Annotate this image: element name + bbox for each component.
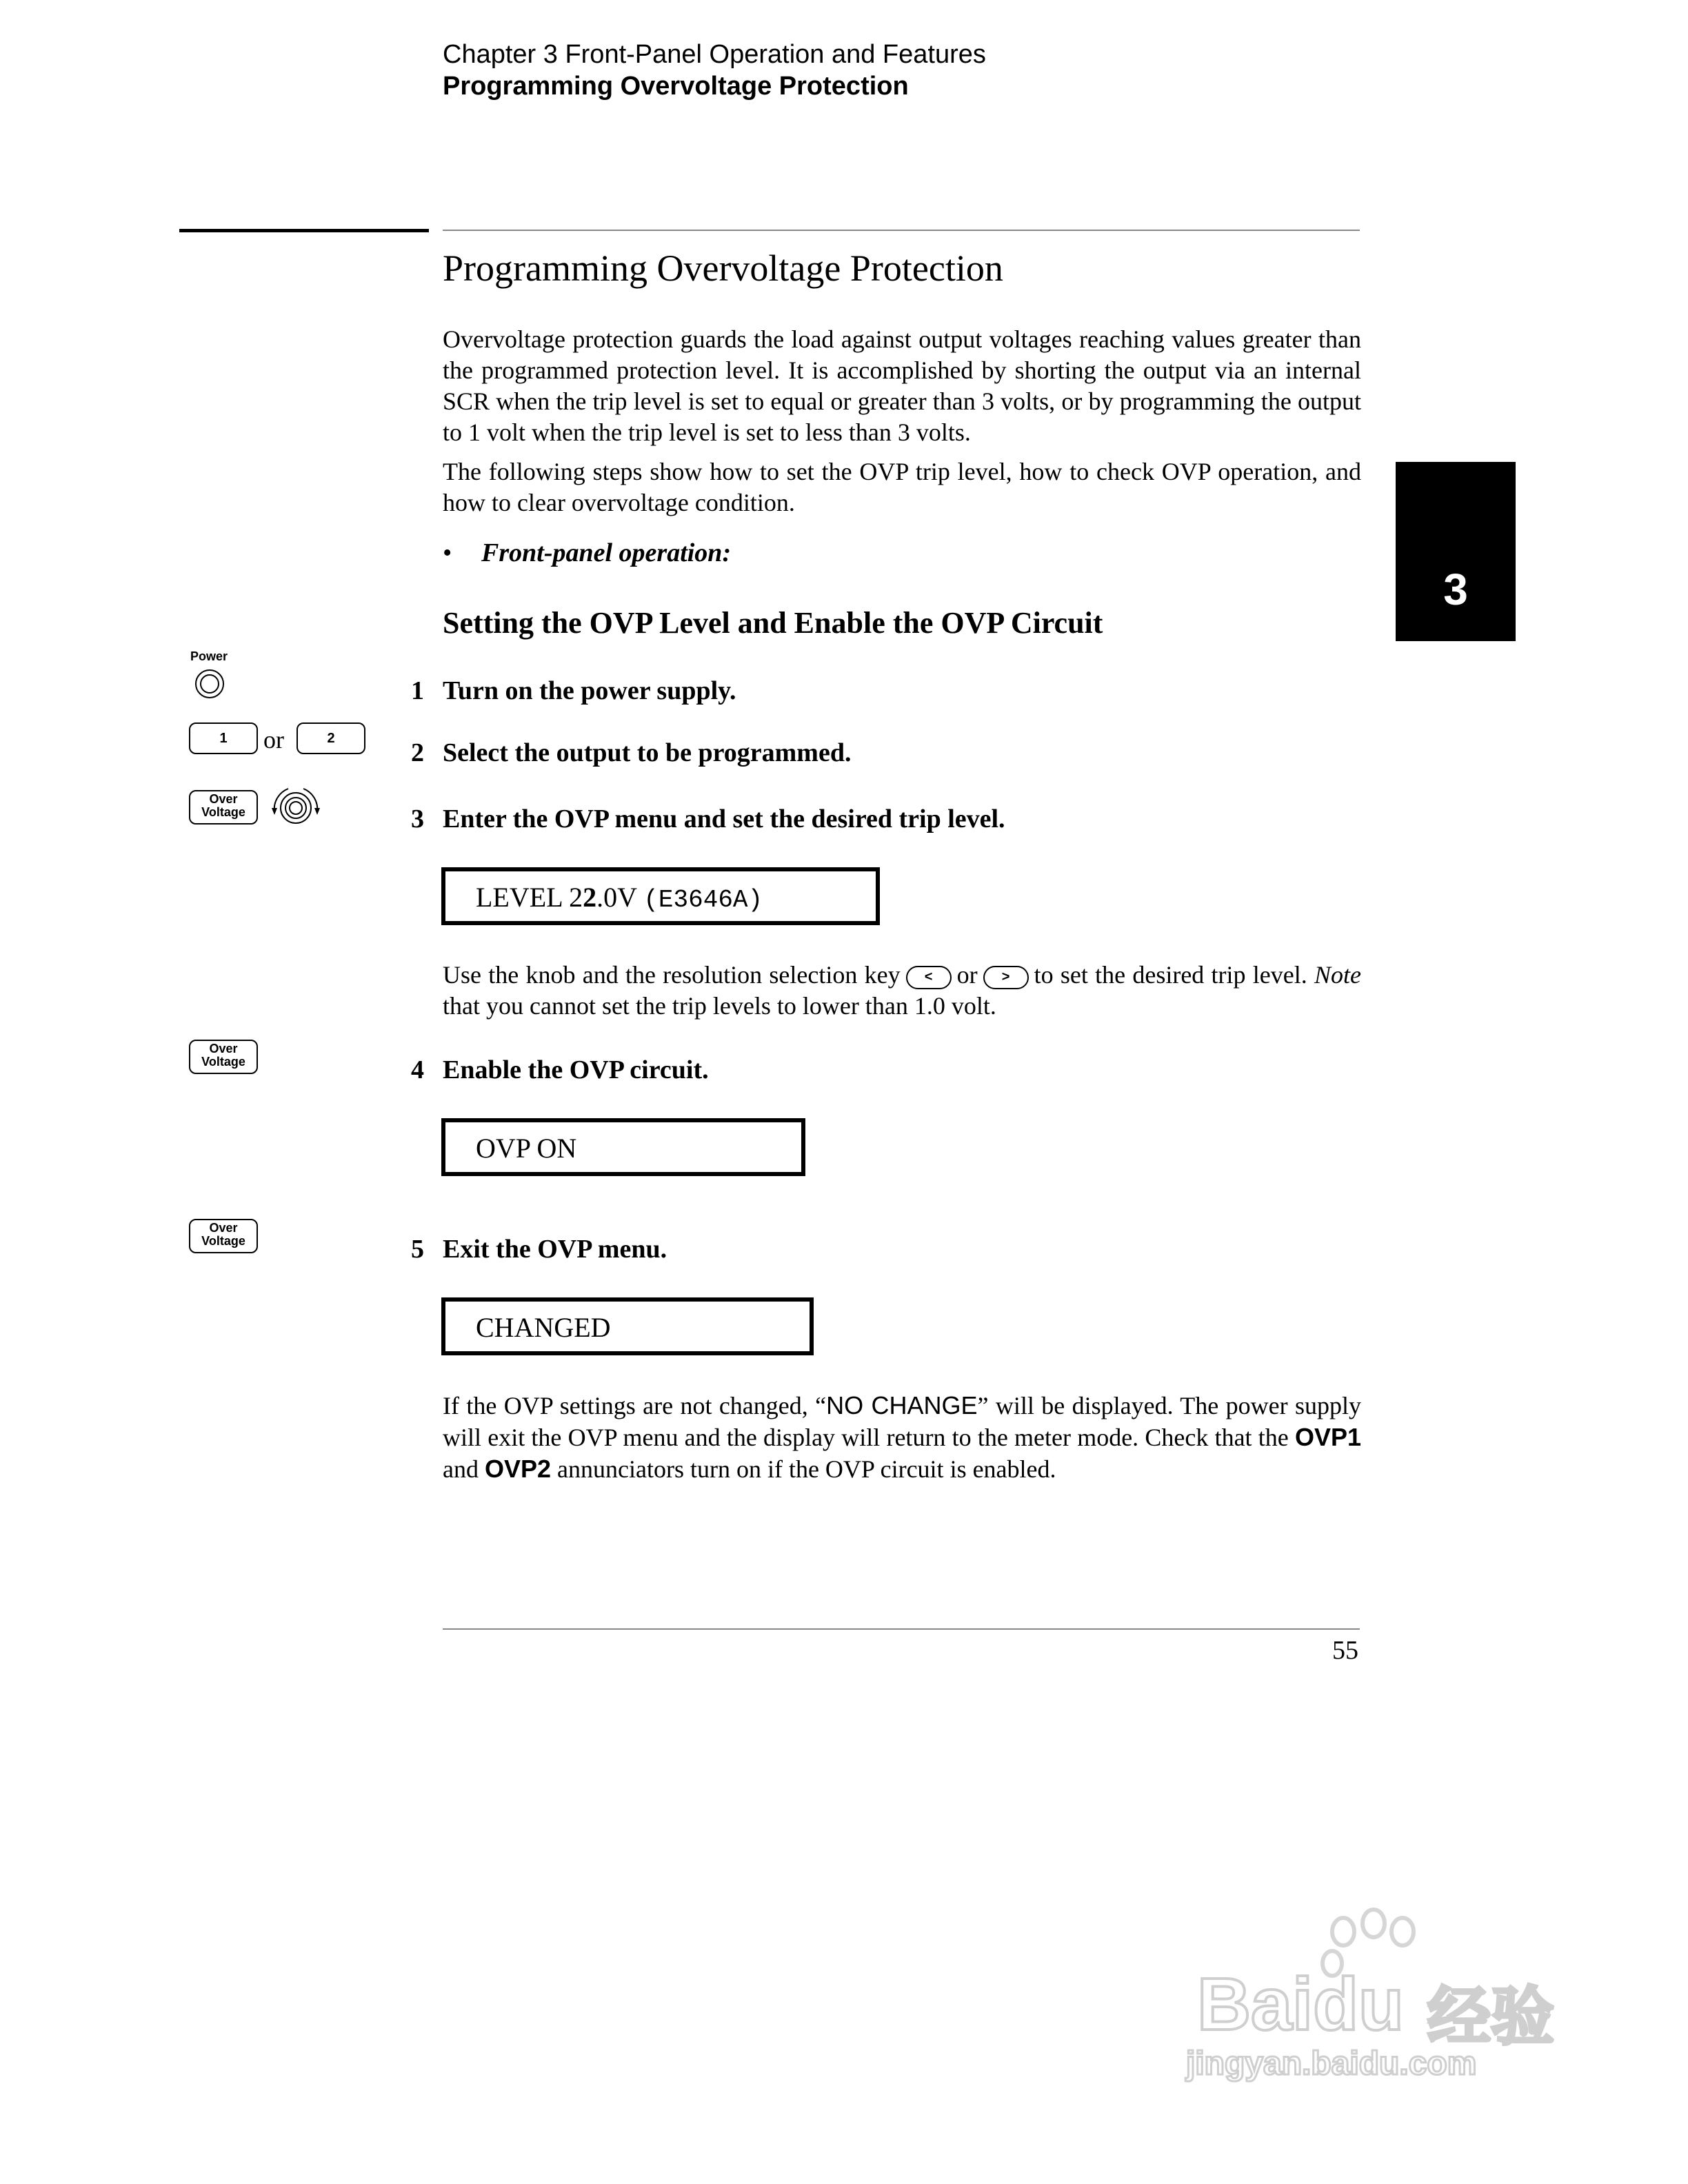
step-number: 1 [411, 676, 424, 705]
step-2 [411, 738, 851, 768]
page-number: 55 [1332, 1636, 1358, 1665]
step-number: 2 [411, 738, 424, 767]
voltage-label: Voltage [201, 805, 245, 819]
closing-part1: If the OVP settings are not changed, “ [443, 1392, 827, 1419]
step-text: Exit the OVP menu. [443, 1235, 667, 1264]
step-text: Select the output to be programmed. [443, 738, 852, 767]
step-text: Enable the OVP circuit. [443, 1055, 709, 1084]
lcd-level-suffix: .0V [596, 882, 637, 913]
step-3 [411, 804, 1005, 834]
output-2-key: 2 [297, 722, 365, 754]
lcd-display-ovp-on [441, 1118, 805, 1176]
lcd-level-model: (E3646A) [643, 886, 763, 914]
closing-paragraph [443, 1390, 1361, 1485]
lcd-level-bold-digit: 2 [583, 882, 597, 913]
lcd-display-level [441, 867, 880, 925]
no-change-text: NO CHANGE [826, 1391, 978, 1419]
section-title: Programming Overvoltage Protection [443, 247, 1003, 289]
intro-paragraph-1: Overvoltage protection guards the load against output voltages reaching values greater than the programmed protection level. It is accomplished by shorting the output via an internal SCR when the trip level is set to equal or greater than 3 volts, or by programming the output to 1 volt when the trip level is set to less than 3 volts. [443, 325, 1361, 446]
step-number: 3 [411, 805, 424, 833]
over-voltage-key [189, 1040, 258, 1074]
knob-icon [265, 785, 327, 830]
over-label: Over [209, 1042, 238, 1055]
power-label: Power [190, 649, 228, 663]
knob-note-emphasis: Note [1314, 961, 1362, 989]
lcd-changed-text: CHANGED [476, 1312, 611, 1343]
bullet-dot-icon: • [443, 538, 452, 567]
intro-paragraph-2: The following steps show how to set the OVP trip level, how to check OVP operation, and how to clear overvoltage condition. [443, 458, 1361, 516]
subheading: Setting the OVP Level and Enable the OVP Circuit [443, 606, 1103, 640]
chapter-tab-number: 3 [1443, 565, 1468, 614]
bullet-front-panel [443, 538, 731, 568]
step-text: Turn on the power supply. [443, 676, 736, 705]
over-voltage-key [189, 1219, 258, 1253]
knob-note-part2: to set the desired trip level. [1034, 961, 1307, 989]
step-4 [411, 1055, 709, 1085]
over-label: Over [209, 792, 238, 806]
section-rule-thin [443, 230, 1360, 231]
power-button-icon [193, 667, 226, 700]
lcd-level-text [476, 881, 763, 914]
knob-note-part1: Use the knob and the resolution selection key [443, 961, 901, 989]
over-label: Over [209, 1221, 238, 1235]
watermark-chinese: 经验 [1427, 1982, 1555, 2052]
watermark-brand: Baidu [1197, 1962, 1405, 2045]
knob-instruction [443, 960, 1361, 1022]
lcd-ovp-on-text: OVP ON [476, 1133, 577, 1164]
lcd-level-prefix: LEVEL 2 [476, 882, 583, 913]
knob-note-or: or [956, 961, 978, 989]
ovp2-annunciator: OVP2 [484, 1455, 552, 1483]
output-1-key: 1 [189, 722, 258, 754]
section-rule-thick [179, 229, 429, 232]
chapter-tab [1396, 462, 1516, 641]
lcd-display-changed [441, 1297, 814, 1355]
step-number: 5 [411, 1235, 424, 1264]
closing-part3: annunciators turn on if the OVP circuit is enabled. [557, 1455, 1056, 1483]
step-text: Enter the OVP menu and set the desired trip level. [443, 805, 1005, 833]
over-voltage-key [189, 790, 258, 825]
step-5 [411, 1234, 667, 1264]
running-header-section: Programming Overvoltage Protection [443, 72, 909, 101]
watermark-url: jingyan.baidu.com [1186, 2045, 1477, 2082]
baidu-watermark [1183, 1903, 1583, 2082]
ovp1-annunciator: OVP1 [1294, 1423, 1362, 1451]
voltage-label: Voltage [201, 1055, 245, 1069]
left-arrow-key: < [906, 966, 952, 989]
footer-rule [443, 1628, 1360, 1630]
step-1 [411, 676, 736, 706]
bullet-text: Front-panel operation: [481, 538, 732, 567]
step-number: 4 [411, 1055, 424, 1084]
closing-and: and [443, 1455, 479, 1483]
knob-note-part3: that you cannot set the trip levels to lower than 1.0 volt. [443, 992, 996, 1020]
voltage-label: Voltage [201, 1234, 245, 1248]
running-header-chapter: Chapter 3 Front-Panel Operation and Features [443, 40, 986, 69]
or-label: or [263, 726, 284, 754]
right-arrow-key: > [983, 966, 1029, 989]
closing-part2: ” will be displayed. The power supply will exit the OVP menu and the display will return to the meter mode. Check that the [443, 1392, 1361, 1451]
